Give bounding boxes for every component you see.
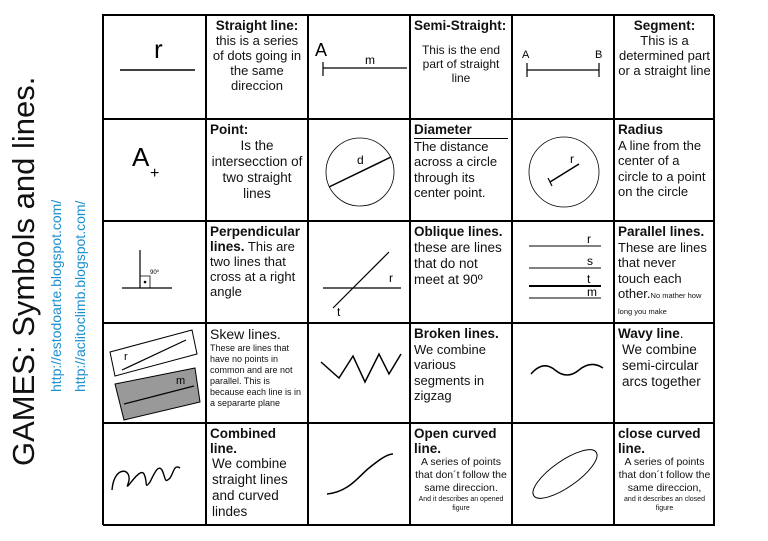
parallel-card [614, 221, 715, 323]
point-mark: + [150, 165, 160, 182]
line-label-r: r [154, 34, 163, 64]
open-curved-title: Open curved line. [414, 426, 497, 456]
parallel-label-r: r [587, 232, 591, 246]
segment-card [614, 15, 715, 119]
oblique-desc: these are lines that do not meet at 90º [414, 240, 502, 287]
blog-link-estodoarte[interactable]: http://estodoarte.blogspot.com/ [48, 199, 64, 392]
combined-drawing [104, 424, 206, 526]
straight-line-card [206, 15, 308, 119]
point-title: Point: [210, 122, 249, 137]
parallel-desc: These are lines that never touch each other. [618, 239, 707, 301]
symbols-grid [102, 14, 714, 525]
open-curved-drawing [309, 424, 410, 526]
closed-curved-figure [512, 423, 614, 526]
parallel-figure [512, 221, 614, 323]
parallel-drawing [513, 222, 614, 323]
segment-drawing [513, 16, 614, 119]
perpendicular-desc: This are two lines that cross at a right angle [210, 239, 296, 299]
radius-title: Radius [618, 122, 664, 137]
segment-desc: This is a determined part or a straight line [618, 33, 711, 78]
wavy-title: Wavy line [618, 326, 680, 341]
straight-line-desc: this is a series of dots going in the same direccion [212, 33, 302, 93]
page-title: GAMES: Symbols and lines. [6, 76, 41, 466]
oblique-drawing [309, 222, 410, 323]
broken-card [410, 323, 512, 423]
closed-curved-note: and it describes an closed figure [624, 496, 705, 512]
closed-curved-desc: A series of points that don´t follow the same direccion, [618, 456, 711, 494]
perpendicular-title: Perpendicular lines. [210, 224, 301, 254]
broken-title: Broken lines. [414, 326, 499, 341]
oblique-label-r: r [389, 271, 393, 285]
parallel-label-t: t [587, 272, 591, 286]
point-drawing [104, 120, 206, 221]
open-curved-card [410, 423, 512, 526]
open-curved-note: And it describes an opened figure [418, 496, 504, 512]
wavy-desc: We combine semi-circular arcs together [622, 342, 701, 389]
point-card [206, 119, 308, 221]
segment-title: Segment: [633, 18, 696, 33]
open-curved-desc: A series of points that don´t follow the same direccion. [415, 456, 507, 494]
wavy-figure [512, 323, 614, 423]
radius-drawing [513, 120, 614, 221]
oblique-card [410, 221, 512, 323]
segment-label-a: A [522, 49, 530, 61]
broken-drawing [309, 324, 410, 423]
semi-label-a: A [315, 40, 328, 60]
semi-straight-card [410, 15, 512, 119]
diameter-desc: The distance across a circle through its center point. [414, 138, 498, 200]
combined-title: Combined line. [210, 426, 276, 456]
skew-label-r: r [124, 351, 128, 363]
blog-link-aclitoclimb[interactable]: http://aclitoclimb.blogspot.com/ [72, 200, 88, 392]
broken-desc: We combine various segments in zigzag [414, 341, 487, 403]
wavy-card [614, 323, 715, 423]
parallel-label-s: s [587, 254, 593, 268]
combined-figure [103, 423, 206, 526]
radius-card [614, 119, 715, 221]
skew-drawing [104, 324, 206, 423]
segment-label-b: B [595, 49, 603, 61]
point-figure [103, 119, 206, 221]
skew-title: Skew lines. [210, 326, 281, 342]
skew-card [206, 323, 308, 423]
parallel-title: Parallel lines. [618, 224, 705, 239]
diameter-figure [308, 119, 410, 221]
diameter-label-d: d [357, 153, 364, 167]
skew-desc: These are lines that have no points in common and are not parallel. This is because each line is in a separarte plane [210, 343, 302, 408]
closed-curved-title: close curved line. [618, 426, 701, 456]
skew-figure [103, 323, 206, 423]
wavy-title-dot: . [679, 326, 684, 341]
semi-straight-desc: This is the end part of straight line [421, 43, 501, 85]
straight-line-figure [103, 15, 206, 119]
combined-card [206, 423, 308, 526]
straight-line-drawing [104, 16, 206, 119]
open-curved-figure [308, 423, 410, 526]
perpendicular-card [206, 221, 308, 323]
oblique-figure [308, 221, 410, 323]
wavy-drawing [513, 324, 614, 423]
radius-figure [512, 119, 614, 221]
semi-label-m: m [365, 53, 375, 67]
skew-label-m: m [176, 375, 186, 387]
parallel-note: No mather how long you make [618, 291, 702, 316]
oblique-title: Oblique lines. [414, 224, 503, 239]
oblique-label-t: t [337, 305, 341, 319]
combined-desc: We combine straight lines and curved lindes [212, 456, 288, 519]
semi-straight-figure [308, 15, 410, 119]
point-label-a: A [132, 142, 150, 172]
diameter-drawing [309, 120, 410, 221]
perpendicular-figure [103, 221, 206, 323]
broken-figure [308, 323, 410, 423]
right-angle-label: 90º [150, 270, 159, 276]
diameter-card [410, 119, 512, 221]
semi-straight-title: Semi-Straight: [414, 18, 507, 33]
point-desc: Is the intersecction of two straight lines [211, 138, 303, 201]
closed-curved-card [614, 423, 715, 526]
radius-desc: A line from the center of a circle to a point on the circle [618, 137, 706, 199]
diameter-title: Diameter [414, 122, 508, 139]
closed-curved-drawing [513, 424, 614, 526]
perpendicular-drawing [104, 222, 206, 323]
straight-line-title: Straight line: [215, 18, 299, 33]
segment-figure [512, 15, 614, 119]
semi-straight-drawing [309, 16, 410, 119]
radius-label-r: r [570, 152, 574, 166]
parallel-label-m: m [587, 285, 597, 299]
